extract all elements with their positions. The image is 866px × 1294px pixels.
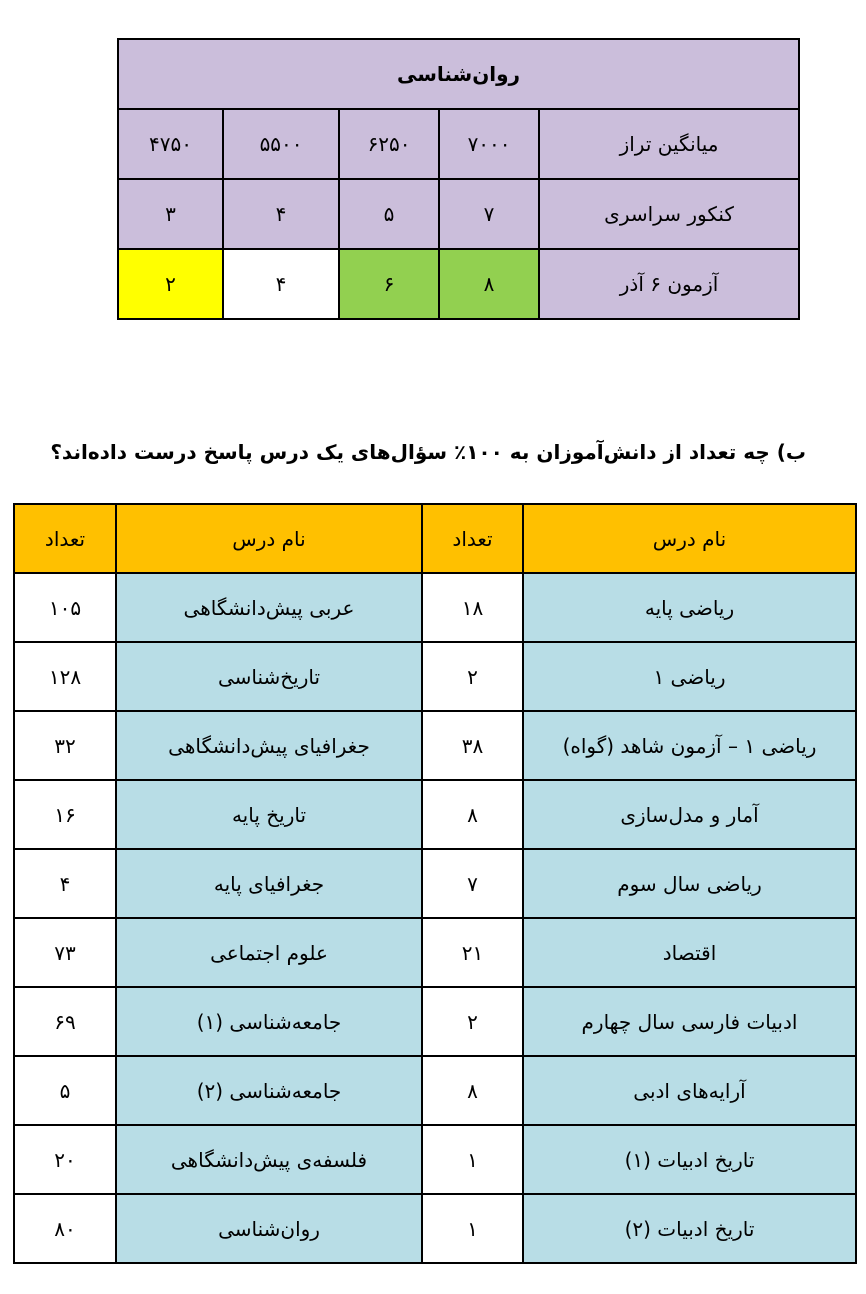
table-row [118,249,799,319]
count-cell: ۱ [422,1194,523,1263]
subjects-table [13,503,857,1264]
subject-name-cell: ادبیات فارسی سال چهارم [523,987,856,1056]
row-label: آزمون ۶ آذر [539,249,799,319]
count-cell: ۲ [422,987,523,1056]
column-header: نام درس [116,504,422,573]
table-cell: ۴ [223,179,339,249]
column-header: تعداد [14,504,116,573]
count-cell: ۲ [422,642,523,711]
table-row [118,179,799,249]
count-cell: ۲۰ [14,1125,116,1194]
subject-name-cell: ریاضی ۱ – آزمون شاهد (گواه) [523,711,856,780]
count-cell: ۸۰ [14,1194,116,1263]
count-cell: ۷۳ [14,918,116,987]
subject-name-cell: جغرافیای پایه [116,849,422,918]
table-row [118,109,799,179]
table-row [14,849,856,918]
table-cell: ۶ [339,249,439,319]
count-cell: ۱ [422,1125,523,1194]
table-cell: ۴۷۵۰ [118,109,223,179]
count-cell: ۸ [422,780,523,849]
row-label: کنکور سراسری [539,179,799,249]
table-cell: ۷۰۰۰ [439,109,539,179]
table-cell: ۲ [118,249,223,319]
subject-name-cell: تاریخ ادبیات (۱) [523,1125,856,1194]
count-cell: ۵ [14,1056,116,1125]
subject-name-cell: ریاضی سال سوم [523,849,856,918]
table-row [14,1056,856,1125]
count-cell: ۱۸ [422,573,523,642]
table-cell: ۶۲۵۰ [339,109,439,179]
subject-name-cell: آرایه‌های ادبی [523,1056,856,1125]
row-label: میانگین تراز [539,109,799,179]
table-title: روان‌شناسی [118,39,799,109]
subject-name-cell: عربی پیش‌دانشگاهی [116,573,422,642]
subject-name-cell: جامعه‌شناسی (۲) [116,1056,422,1125]
table-body [14,573,856,1263]
table-row [14,711,856,780]
table-row [14,1194,856,1263]
subject-name-cell: جغرافیای پیش‌دانشگاهی [116,711,422,780]
subject-name-cell: روان‌شناسی [116,1194,422,1263]
table-row [14,987,856,1056]
table-cell: ۸ [439,249,539,319]
psychology-score-table [117,38,800,320]
subject-name-cell: تاریخ پایه [116,780,422,849]
count-cell: ۱۲۸ [14,642,116,711]
subject-name-cell: آمار و مدل‌سازی [523,780,856,849]
subject-name-cell: جامعه‌شناسی (۱) [116,987,422,1056]
subject-name-cell: اقتصاد [523,918,856,987]
table-row [14,918,856,987]
column-header: نام درس [523,504,856,573]
table-row [14,642,856,711]
count-cell: ۲۱ [422,918,523,987]
count-cell: ۳۸ [422,711,523,780]
table-cell: ۴ [223,249,339,319]
subject-name-cell: تاریخ ادبیات (۲) [523,1194,856,1263]
count-cell: ۶۹ [14,987,116,1056]
table-header-row [14,504,856,573]
table-row [14,780,856,849]
table-cell: ۷ [439,179,539,249]
count-cell: ۱۰۵ [14,573,116,642]
count-cell: ۳۲ [14,711,116,780]
subject-name-cell: تاریخ‌شناسی [116,642,422,711]
subject-name-cell: فلسفه‌ی پیش‌دانشگاهی [116,1125,422,1194]
table-row [14,1125,856,1194]
count-cell: ۴ [14,849,116,918]
table-row [14,573,856,642]
column-header: تعداد [422,504,523,573]
question-heading: ب) چه تعداد از دانش‌آموزان به ۱۰۰٪ سؤال‌های یک درس پاسخ درست داده‌اند؟ [50,440,806,464]
count-cell: ۷ [422,849,523,918]
table-cell: ۵۵۰۰ [223,109,339,179]
count-cell: ۱۶ [14,780,116,849]
subject-name-cell: ریاضی پایه [523,573,856,642]
table-cell: ۳ [118,179,223,249]
table-cell: ۵ [339,179,439,249]
subject-name-cell: علوم اجتماعی [116,918,422,987]
subject-name-cell: ریاضی ۱ [523,642,856,711]
count-cell: ۸ [422,1056,523,1125]
